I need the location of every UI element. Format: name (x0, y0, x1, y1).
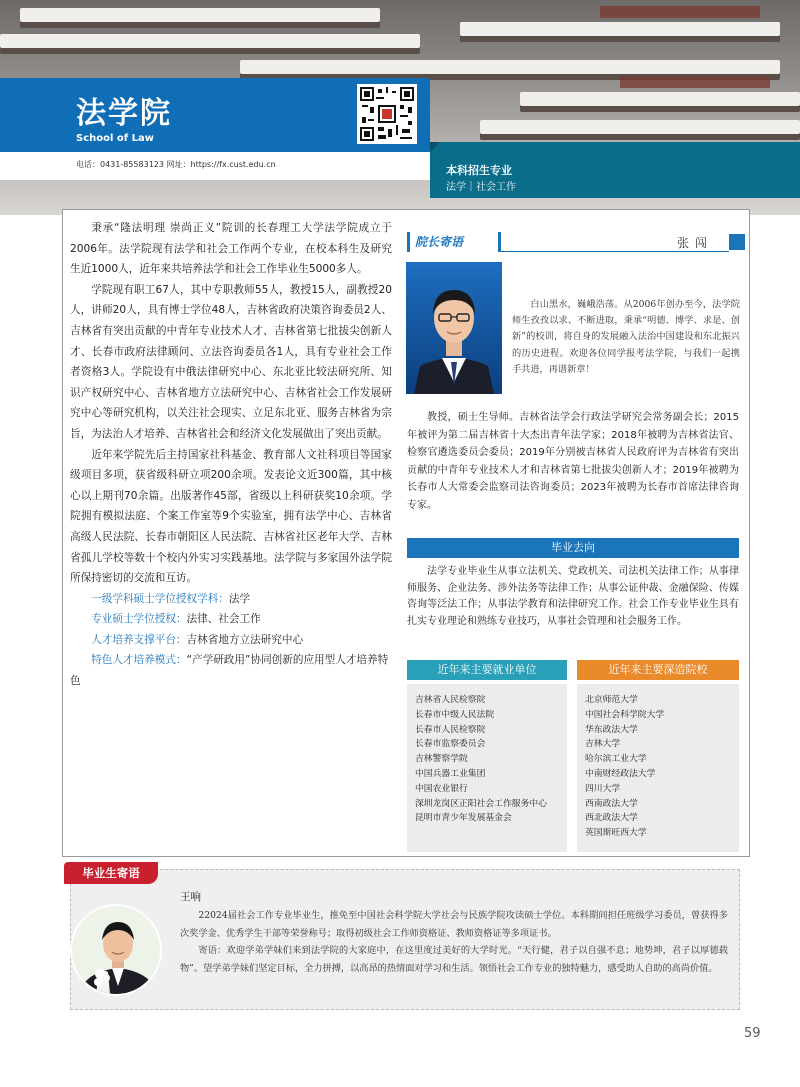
intro-section (70, 218, 392, 692)
list-item: 西北政法大学 (585, 813, 638, 824)
page-number: 59 (744, 1026, 761, 1041)
list-item: 昆明市青少年发展基金会 (415, 813, 512, 824)
graduate-wish: 寄语：欢迎学弟学妹们来到法学院的大家庭中，在这里度过美好的大学时光。“天行健，君子以自强不息；地势坤，君子以厚德载物”。望学弟学妹们坚定目标，全力拼搏，以高昂的热情面对学习和生活。领悟社会工作专业的独特魅力，感受助人自助的高尚价值。 (180, 945, 728, 974)
qr-code-icon (357, 84, 417, 144)
dean-label: 院长寄语 (407, 232, 501, 252)
list-item: 吉林大学 (585, 739, 621, 750)
list-item: 长春市监察委员会 (415, 739, 486, 750)
graduation-text: 法学专业毕业生从事立法机关、党政机关、司法机关法律工作；从事律师服务、企业法务、涉外法务等法律工作；从事公证仲裁、金融保险、传媒咨询等泛法工作；从事法学教育和法律研究工作。社会工作专业毕业生具有扎实专业理论和熟练专业技巧，从事社会管理和社会服务工作。 (407, 566, 739, 627)
list-item: 西南政法大学 (585, 798, 638, 809)
list-item: 吉林省人民检察院 (415, 695, 486, 705)
intro-item: 一级学科硕士学位授权学科：法学 (91, 592, 251, 605)
intro-paragraph-3: 近年来学院先后主持国家社科基金、教育部人文社科项目等国家级项目多项，获省级科研立项200余项。发表论文近300篇，其中核心以上期刊70余篇。出版著作45部，省级以上科研获奖10余项。学院拥有模拟法庭、个案工作室等9个实验室，拥有法学中心、吉林省高级人民法院、长春市朝阳区人民法院、吉林省社区老年大学、吉林省孤儿学校等数十个校内外实习实践基地。法学院与多家国外法学院所保持密切的交流和互访。 (70, 448, 392, 585)
list-item: 长春市人民检察院 (415, 724, 486, 735)
contact-strip (0, 152, 430, 180)
contact-info: 电话：0431-85583123 网址：https://fx.cust.edu.cn (76, 160, 276, 169)
page-title: 法学院 (76, 96, 172, 131)
intro-item: 特色人才培养模式：“产学研政用”协同创新的应用型人才培养特色 (70, 654, 389, 688)
list-item: 中国社会科学院大学 (585, 709, 665, 720)
graduate-name: 王响 (180, 891, 201, 903)
schools-title: 近年来主要深造院校 (577, 660, 739, 680)
graduate-photo (70, 904, 162, 996)
graduate-intro: 22024届社会工作专业毕业生，推免至中国社会科学院大学社会与民族学院攻读硕士学位。本科期间担任班级学习委员，曾获得多次奖学金、优秀学生干部等荣誉称号；取得初级社会工作师资格证、教师资格证等多项证书。 (180, 910, 728, 939)
graduate-message-text (180, 907, 728, 977)
list-item: 中国兵器工业集团 (415, 768, 486, 779)
majors-title: 本科招生专业 (446, 164, 512, 177)
dean-header (407, 232, 739, 252)
intro-item: 专业硕士学位授权：法律、社会工作 (91, 613, 261, 626)
majors-list: 法学｜社会工作 (446, 182, 516, 193)
intro-item: 人才培养支撑平台：吉林省地方立法研究中心 (91, 633, 304, 646)
list-item: 深圳龙岗区正阳社会工作服务中心 (415, 798, 547, 809)
intro-paragraph-1: 秉承“隆法明理 崇尚正义”院训的长春理工大学法学院成立于2006年。法学院现有法学和社会工作两个专业，在校本科生及研究生近1000人，近年来共培养法学和社会工作毕业生5000多人。 (70, 222, 392, 276)
list-item: 中南财经政法大学 (585, 768, 656, 779)
intro-paragraph-2: 学院现有职工67人，其中专职教师55人，教授15人，副教授20人，讲师20人，具有博士学位48人，吉林省政府决策咨询委员2人、吉林省有突出贡献的中青年专业技术人才、吉林省第七批拔尖创新人才、长春市政府法律顾问、立法咨询委员各1人，具有专业社会工作者资格3人。学院设有中俄法律研究中心、东北亚比较法研究所、知识产权研究中心、吉林省地方立法研究中心、吉林省社会工作发展研究中心等研究机构，以关注社会现实、立足东北亚、服务吉林省为宗旨，为法治人才培养、吉林省社会和经济文化发展做出了突出贡献。 (70, 283, 392, 440)
list-item: 华东政法大学 (585, 724, 638, 735)
list-item: 吉林警察学院 (415, 754, 468, 765)
list-item: 哈尔滨工业大学 (585, 754, 647, 765)
list-item: 英国斯旺西大学 (585, 828, 647, 839)
list-item: 中国农业银行 (415, 783, 468, 794)
employers-title: 近年来主要就业单位 (407, 660, 567, 680)
schools-list (577, 684, 739, 852)
graduation-title: 毕业去向 (407, 538, 739, 558)
dean-name: 张闯 (677, 236, 714, 250)
list-item: 长春市中级人民法院 (415, 709, 495, 720)
dean-bio: 教授，硕士生导师。吉林省法学会行政法学研究会常务副会长；2015年被评为第二届吉林省十大杰出青年法学家；2018年被聘为吉林省法官、检察官遴选委员会委员；2019年分别被吉林省人民政府评为吉林省有突出贡献的中青年专业技术人才和吉林省第七批拔尖创新人才；2019年被聘为长春市人大常委会监察司法咨询委员；2023年被聘为长春市首席法律咨询专家。 (407, 412, 739, 511)
list-item: 北京师范大学 (585, 695, 638, 705)
page-subtitle: School of Law (76, 133, 154, 144)
graduate-message-tag: 毕业生寄语 (64, 862, 158, 884)
dean-photo (406, 262, 502, 394)
list-item: 四川大学 (585, 783, 621, 794)
dean-quote: 白山黑水，巍峨浩荡。从2006年创办至今，法学院师生孜孜以求、不断进取，秉承“明德、博学、求是、创新”的校训，将自身的发展融入法治中国建设和东北振兴的历史进程。欢迎各位同学报考法学院，与我们一起携手共进，再谱新章！ (512, 299, 740, 375)
employers-list (407, 684, 567, 852)
majors-band (430, 142, 800, 198)
